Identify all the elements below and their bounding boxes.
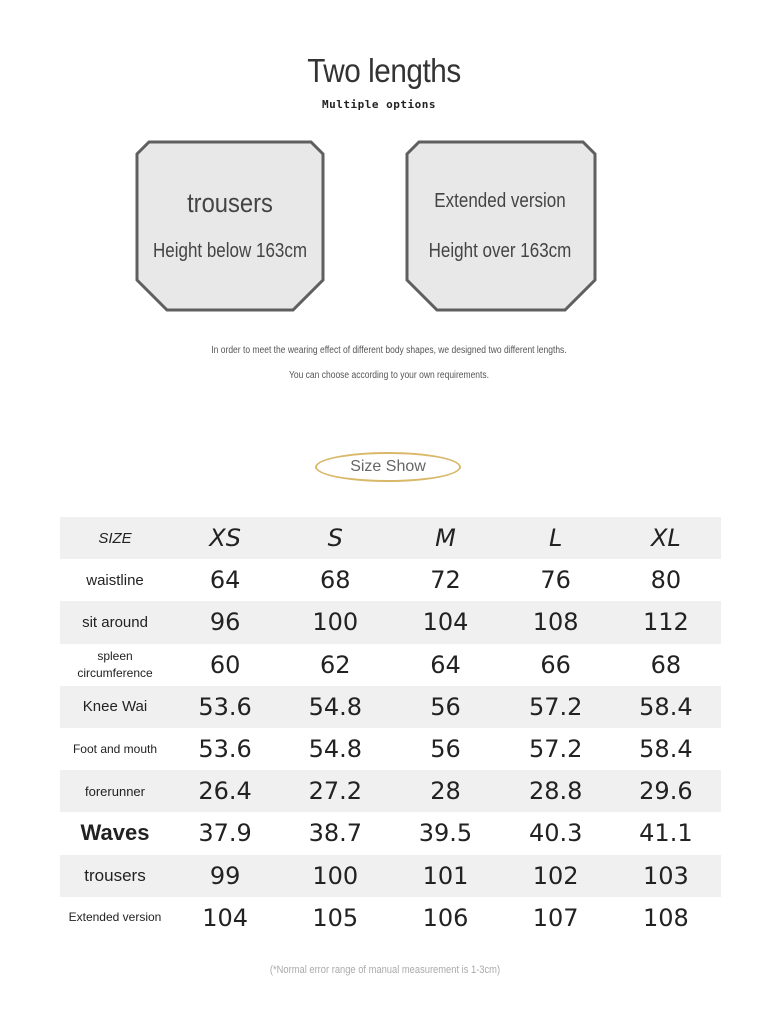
table-cell: 56: [430, 735, 461, 764]
table-cell: 57.2: [528, 735, 583, 764]
column-header: XS: [170, 517, 280, 559]
table-row: [60, 686, 721, 728]
table-cell: 108: [642, 903, 689, 932]
table-row: [60, 855, 721, 897]
size-table: [60, 517, 721, 939]
card-subtitle: Height below 163cm: [152, 240, 308, 262]
table-cell: 102: [501, 855, 611, 897]
table-cell: 105: [312, 903, 359, 932]
table-cell: 76: [540, 566, 571, 595]
table-cell: 26.4: [170, 770, 280, 812]
table-cell: 62: [320, 650, 351, 679]
size-show-badge: Size Show: [315, 452, 461, 482]
row-label: Knee Wai: [60, 686, 170, 728]
row-label: forerunner: [60, 770, 170, 812]
table-cell: 29.6: [611, 770, 721, 812]
row-label: spleen circumference: [77, 648, 153, 680]
info-note-line-2: You can choose according to your own requirements.: [288, 370, 490, 381]
page-subtitle: Multiple options: [322, 98, 436, 111]
table-row: [60, 897, 721, 939]
row-label: Foot and mouth: [72, 741, 158, 756]
table-cell: 54.8: [280, 686, 390, 728]
column-header: L: [501, 517, 611, 559]
table-cell: 72: [430, 566, 461, 595]
table-cell: 96: [170, 601, 280, 643]
table-cell: 60: [209, 650, 241, 679]
table-cell: 58.4: [639, 735, 693, 764]
table-cell: 40.3: [528, 819, 583, 848]
table-cell: 53.6: [198, 735, 252, 764]
row-label: waistline: [86, 571, 144, 589]
table-row: [60, 812, 721, 854]
row-label: Waves: [80, 820, 150, 846]
table-row: [60, 728, 721, 770]
table-row: [60, 559, 721, 601]
row-label: Extended version: [68, 910, 162, 925]
row-label: trousers: [60, 855, 170, 897]
table-cell: 27.2: [280, 770, 390, 812]
table-cell: 64: [209, 566, 241, 595]
length-card-extended: [405, 140, 595, 312]
table-cell: 107: [532, 903, 579, 932]
card-frame: [405, 140, 597, 312]
length-card-trousers: [135, 140, 325, 312]
table-cell: 53.6: [170, 686, 280, 728]
table-cell: 112: [611, 601, 721, 643]
table-row: [60, 644, 721, 686]
table-cell: 28.8: [501, 770, 611, 812]
table-cell: 99: [170, 855, 280, 897]
card-title: trousers: [187, 188, 273, 218]
table-cell: 39.5: [418, 819, 473, 848]
table-cell: 66: [540, 650, 571, 679]
table-cell: 100: [280, 601, 390, 643]
info-note-line-1: In order to meet the wearing effect of different body shapes, we designed two different lengths.: [211, 345, 567, 356]
table-cell: 106: [422, 903, 469, 932]
table-row: [60, 770, 721, 812]
table-cell: 64: [430, 650, 461, 679]
table-cell: 54.8: [308, 735, 362, 764]
table-header-row: [60, 517, 721, 559]
table-cell: 68: [650, 650, 682, 679]
column-header: XL: [611, 517, 721, 559]
table-cell: 57.2: [501, 686, 611, 728]
table-cell: 101: [390, 855, 500, 897]
table-cell: 104: [202, 903, 248, 932]
table-cell: 38.7: [308, 819, 362, 848]
page-title: Two lengths: [307, 52, 461, 89]
table-cell: 56: [390, 686, 500, 728]
table-cell: 68: [320, 566, 351, 595]
card-subtitle: Height over 163cm: [428, 240, 572, 262]
table-cell: 80: [650, 566, 682, 595]
table-cell: 37.9: [198, 819, 252, 848]
column-header: M: [390, 517, 500, 559]
table-cell: 108: [501, 601, 611, 643]
table-cell: 100: [280, 855, 390, 897]
card-title: Extended version: [434, 190, 566, 212]
table-cell: 103: [611, 855, 721, 897]
column-header: S: [280, 517, 390, 559]
size-header: SIZE: [60, 517, 170, 559]
table-cell: 41.1: [639, 819, 693, 848]
table-cell: 28: [390, 770, 500, 812]
measurement-note: (*Normal error range of manual measurement is 1-3cm): [269, 964, 501, 976]
table-row: [60, 601, 721, 643]
row-label: sit around: [60, 601, 170, 643]
table-cell: 58.4: [611, 686, 721, 728]
card-frame: [135, 140, 325, 312]
table-cell: 104: [390, 601, 500, 643]
